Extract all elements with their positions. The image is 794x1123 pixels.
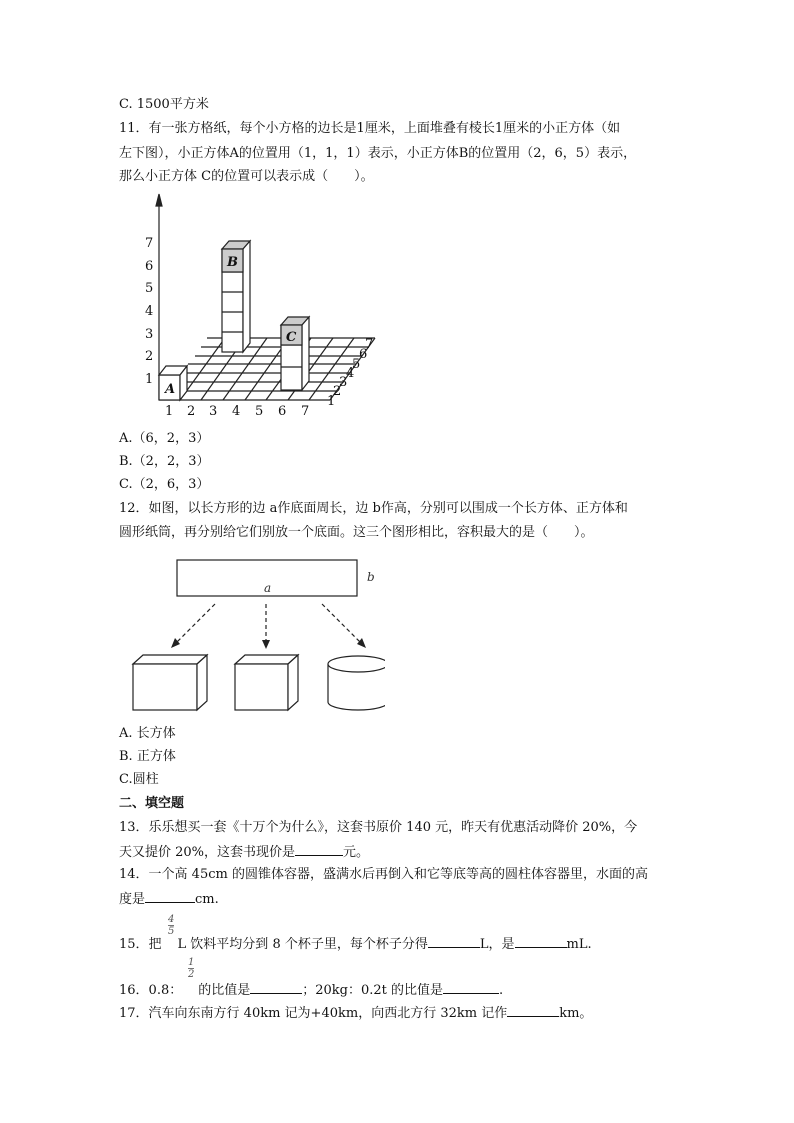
- q15-answer-blank-1[interactable]: [428, 935, 480, 948]
- q11-text-line1: 11．有一张方格纸，每个小方格的边长是1厘米，上面堆叠有棱长1厘米的小正方体（如: [119, 121, 621, 136]
- q11-option-b: B.（2，2，3）: [119, 454, 210, 469]
- x-tick-label: 4: [232, 404, 241, 419]
- q16-text-pre: 16．0.8：: [119, 983, 183, 998]
- q15-text-mid: L 饮料平均分到 8 个杯子里，每个杯子分得: [177, 937, 428, 952]
- q16-answer-blank-1[interactable]: [250, 981, 302, 994]
- q14-text-line1: 14．一个高 45cm 的圆锥体容器，盛满水后再倒入和它等底等高的圆柱体容器里，水面的高: [119, 867, 648, 882]
- depth-tick-label: 1: [327, 394, 336, 409]
- q12-option-c: C.圆柱: [119, 772, 159, 787]
- y-tick-label: 4: [145, 304, 154, 319]
- q15-text-post: mL.: [566, 937, 592, 952]
- q16-text-mid: 的比值是: [198, 983, 251, 998]
- q14-answer-blank[interactable]: [145, 890, 195, 903]
- y-tick-label: 2: [145, 349, 154, 364]
- q11-option-a: A.（6，2，3）: [119, 431, 210, 446]
- depth-tick-label: 2: [333, 384, 342, 399]
- y-tick-label: 1: [145, 372, 154, 387]
- q11-text-line3: 那么小正方体 C的位置可以表示成（ ）。: [119, 169, 374, 184]
- section-heading: 二、填空题: [119, 796, 185, 811]
- q17-answer-blank[interactable]: [507, 1004, 559, 1017]
- x-tick-label: 1: [165, 404, 174, 419]
- q13-answer-blank[interactable]: [295, 843, 343, 856]
- q15-text-mid2: L，是: [479, 937, 515, 952]
- y-tick-label: 7: [145, 236, 154, 251]
- q16-text-mid2: ；20kg：0.2t 的比值是: [302, 983, 444, 998]
- q17-text-pre: 17．汽车向东南方行 40km 记为+40km，向西北方行 32km 记作: [119, 1006, 508, 1021]
- q14-text-line2: [119, 890, 219, 909]
- q16-fraction: [188, 957, 194, 980]
- q13-text-line1: 13．乐乐想买一套《十万个为什么》，这套书原价 140 元，昨天有优惠活动降价 20%，今: [119, 820, 638, 835]
- q15-answer-blank-2[interactable]: [515, 935, 567, 948]
- x-tick-label: 7: [301, 404, 310, 419]
- q13-text-post: 元。: [343, 845, 370, 860]
- q15-fraction-denominator: 5: [168, 926, 175, 937]
- x-tick-label: 2: [187, 404, 196, 419]
- y-tick-label: 3: [145, 327, 154, 342]
- q13-text-line2: [119, 843, 369, 862]
- q12-option-a: A. 长方体: [119, 726, 176, 741]
- q17-text-post: km。: [559, 1006, 593, 1021]
- q14-text-pre: 度是: [119, 892, 146, 907]
- q16-fraction-denominator: 2: [188, 969, 195, 980]
- q11-cube-figure: [125, 190, 395, 425]
- q15-fraction-numerator: 4: [168, 914, 175, 925]
- q15-fraction: [168, 914, 174, 937]
- depth-tick-label: 7: [365, 337, 374, 352]
- q12-option-b: B. 正方体: [119, 749, 176, 764]
- cube-label-c: C: [286, 330, 297, 345]
- q16-answer-blank-2[interactable]: [443, 981, 499, 994]
- q11-text-line2: 左下图），小正方体A的位置用（1，1，1）表示，小正方体B的位置用（2，6，5）表示，: [119, 146, 637, 161]
- label-b: b: [367, 570, 375, 584]
- q16-fraction-numerator: 1: [188, 957, 195, 968]
- y-tick-label: 6: [145, 259, 154, 274]
- q12-text-line1: 12．如图，以长方形的边 a作底面周长，边 b作高，分别可以围成一个长方体、正方体和: [119, 501, 628, 516]
- x-tick-label: 5: [255, 404, 264, 419]
- q17-text: [119, 1004, 592, 1023]
- q14-text-post: cm.: [195, 892, 219, 907]
- q16-text: [119, 981, 503, 1000]
- depth-tick-label: 4: [346, 366, 355, 381]
- cube-label-a: A: [165, 382, 176, 397]
- depth-tick-label: 6: [359, 347, 368, 362]
- x-tick-label: 6: [278, 404, 287, 419]
- q15-text-pre: 15．把: [119, 937, 162, 952]
- q10-option-c: C. 1500平方米: [119, 97, 209, 112]
- q12-text-line2: 圆形纸筒，再分别给它们别放一个底面。这三个图形相比，容积最大的是（ ）。: [119, 525, 594, 540]
- q12-shapes-figure: [125, 556, 385, 718]
- y-tick-label: 5: [145, 281, 154, 296]
- depth-tick-label: 3: [339, 375, 348, 390]
- q15-text: [119, 935, 592, 954]
- cube-label-b: B: [227, 255, 238, 270]
- q13-text-pre: 天又提价 20%，这套书现价是: [119, 845, 296, 860]
- x-tick-label: 3: [209, 404, 218, 419]
- q16-text-post: .: [499, 983, 504, 998]
- depth-tick-label: 5: [352, 357, 361, 372]
- label-a: a: [264, 581, 272, 595]
- q11-option-c: C.（2，6，3）: [119, 477, 210, 492]
